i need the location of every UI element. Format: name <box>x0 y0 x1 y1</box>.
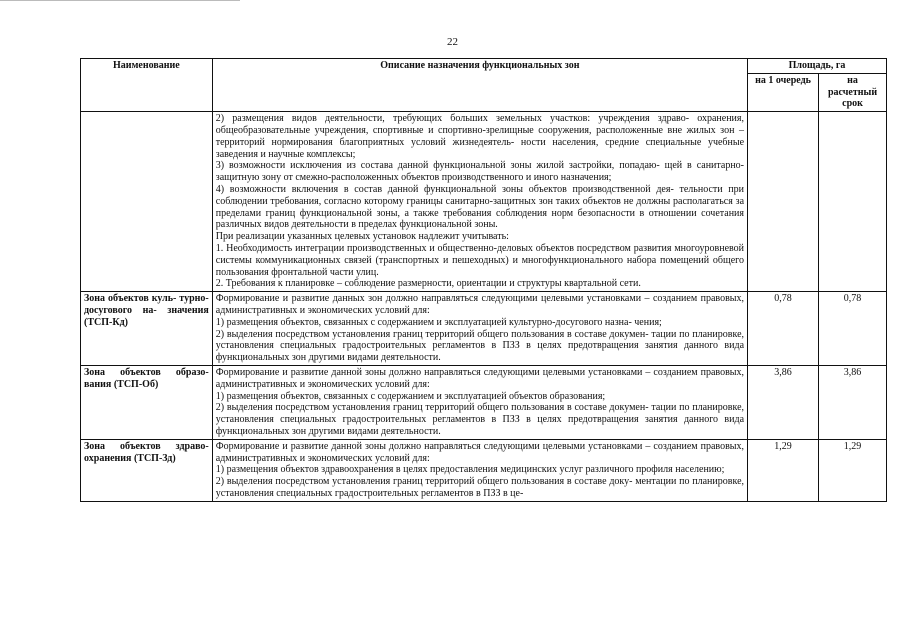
description-line: 2) выделения посредством установления границ территорий общего пользования в составе докумен- тации по планировке, установления специальных градостроительных регламентов в ПЗЗ в целях предотвращения занятия данного вида функциональных зон другими видами деятельности. <box>215 402 745 437</box>
page-number: 22 <box>447 36 458 48</box>
zone-description <box>212 365 747 439</box>
zone-name: Зона объектов куль- турно-досугового на- значения (ТСП-Кд) <box>81 292 213 366</box>
description-line: 4) возможности включения в состав данной функциональной зоны объектов производственной дея- тельности при соблюдении требования, согласно которому границы санитарно-защитных зон таких объектов не должны располагаться за пределами границ функциональной зоны, а также требования соблюдения норм безопасности в отношении сочетания различных видов деятельности в пределах функциональной зоны. <box>215 183 745 231</box>
zone-description <box>212 292 747 366</box>
header-description: Описание назначения функциональных зон <box>212 59 747 112</box>
area-calc-period: 1,29 <box>819 439 887 501</box>
table-row <box>81 112 887 292</box>
area-calc-period: 0,78 <box>819 292 887 366</box>
description-line: 1) размещения объектов, связанных с содержанием и эксплуатацией культурно-досугового назна- чения; <box>215 316 662 328</box>
header-first-stage: на 1 очередь <box>748 73 819 111</box>
area-calc-period: 3,86 <box>819 365 887 439</box>
description-line: 1) размещения объектов здравоохранения в целях предоставления медицинских услуг различного профиля населению; <box>215 464 725 476</box>
description-line: При реализации указанных целевых установок надлежит учитывать: <box>215 231 509 243</box>
description-line: 1) размещения объектов, связанных с содержанием и эксплуатацией объектов образования; <box>215 390 606 402</box>
area-calc-period <box>819 112 887 292</box>
description-line: 2. Требования к планировке – соблюдение размерности, ориентации и структуры квартальной сети. <box>215 278 641 290</box>
table-row <box>81 365 887 439</box>
description-line: 2) размещения видов деятельности, требующих больших земельных участков: учреждения здраво- охранения, общеобразовательные учреждения, спортивные и спортивно-зрелищные сооружения, расположенные вне жилых зон – территорий нормирования благоприятных условий жизнедеятель- ности населения, средние специальные учебные заведения и научные комплексы; <box>215 113 745 160</box>
zone-description <box>212 112 747 292</box>
table-row <box>81 292 887 366</box>
description-line: Формирование и развитие данной зоны должно направляться следующими целевыми установками – созданием правовых, административных и экономических условий для: <box>215 440 745 464</box>
table-row <box>81 439 887 501</box>
area-first-stage: 1,29 <box>748 439 819 501</box>
description-line: 2) выделения посредством установления границ территорий общего пользования в составе докумен- тации по планировке, установления специальных градостроительных регламентов в ПЗЗ в целях предотвращения занятия данного вида функциональных зон другими видами деятельности. <box>215 328 745 364</box>
header-calc-period: на расчетный срок <box>819 73 887 111</box>
header-name: Наименование <box>81 59 213 112</box>
description-line: 1. Необходимость интеграции производственных и общественно-деловых объектов посредством развития многоуровневой системы коммуникационных связей (транспортных и пешеходных) и многофункционального набора помещений общего пользования фронтальной части улиц. <box>215 242 745 278</box>
zone-name <box>81 112 213 292</box>
header-area: Площадь, га <box>748 59 887 74</box>
page-bottom-margin <box>0 595 905 640</box>
zone-description <box>212 439 747 501</box>
description-line: Формирование и развитие данной зоны должно направляться следующими целевыми установками – созданием правовых, административных и экономических условий для: <box>215 366 745 390</box>
table-header-row <box>81 59 887 74</box>
description-line: 2) выделения посредством установления границ территорий общего пользования в составе доку- ментации по планировке, установления специальных градостроительных регламентов в ПЗЗ в це- <box>215 476 745 499</box>
area-first-stage <box>748 112 819 292</box>
description-line: Формирование и развитие данных зон должно направляться следующими целевыми установками – созданием правовых, административных и экономических условий для: <box>215 293 745 316</box>
zone-name: Зона объектов здраво- охранения (ТСП-Зд) <box>81 439 213 501</box>
zone-name: Зона объектов образо- вания (ТСП-Об) <box>81 365 213 439</box>
area-first-stage: 3,86 <box>748 365 819 439</box>
functional-zones-table <box>80 58 887 502</box>
description-line: 3) возможности исключения из состава данной функциональной зоны жилой застройки, попадаю- щей в санитарно-защитную зону от смежно-расположенных объектов производственного и иного назначения; <box>215 160 745 184</box>
area-first-stage: 0,78 <box>748 292 819 366</box>
